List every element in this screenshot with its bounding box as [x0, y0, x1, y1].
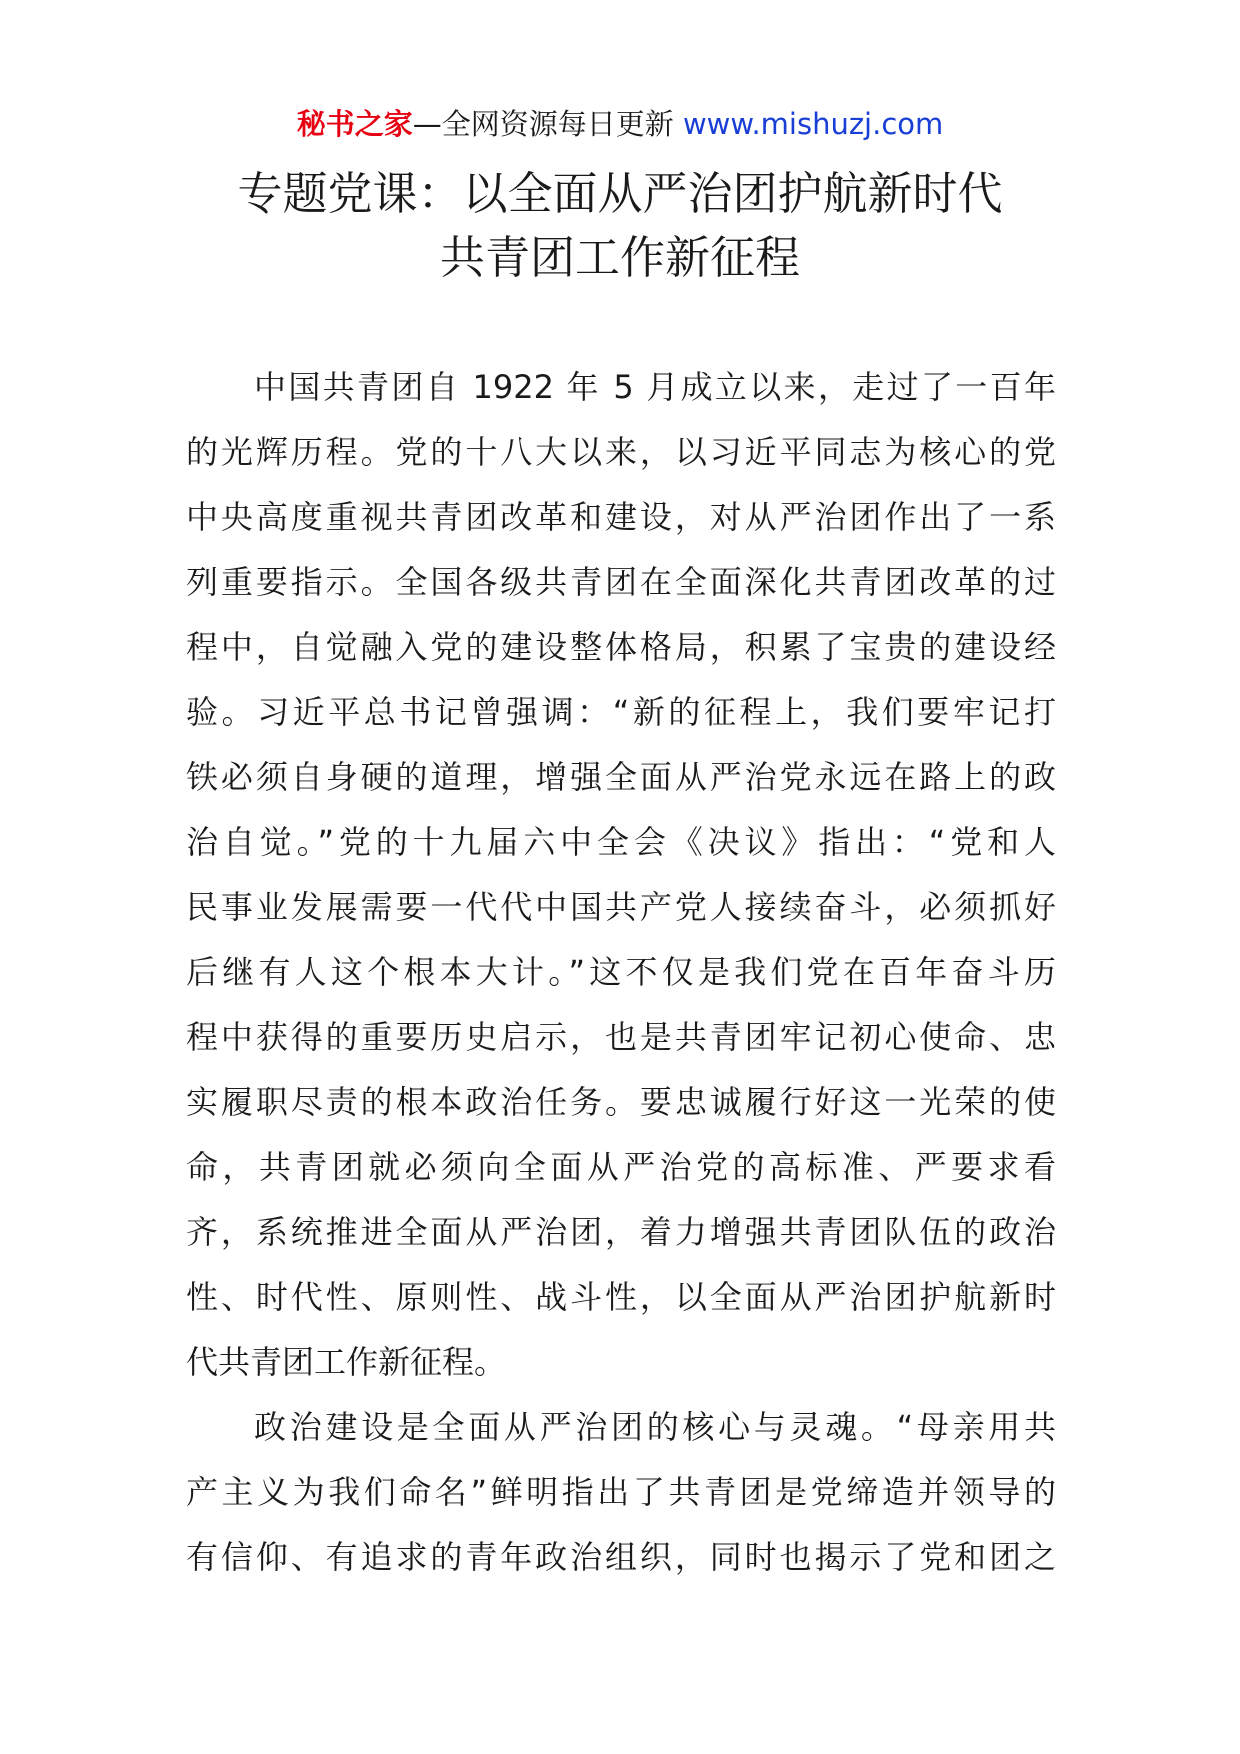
- text-line: 中央高度重视共青团改革和建设，对从严治团作出了一系: [186, 498, 1056, 536]
- text-line: 铁必须自身硬的道理，增强全面从严治党永远在路上的政: [186, 758, 1056, 796]
- document-title: [0, 162, 1240, 290]
- title-line-1: 专题党课：以全面从严治团护航新时代: [237, 167, 1003, 220]
- text-line: 政治建设是全面从严治团的核心与灵魂。“母亲用共: [254, 1408, 1056, 1446]
- text-line: 治自觉。”党的十九届六中全会《决议》指出：“党和人: [186, 823, 1056, 861]
- text-line: 齐，系统推进全面从严治团，着力增强共青团队伍的政治: [186, 1213, 1056, 1251]
- text-line: 民事业发展需要一代代中国共产党人接续奋斗，必须抓好: [186, 888, 1056, 926]
- site-url-link[interactable]: www.mishuzj.com: [682, 107, 944, 141]
- text-line: 程中获得的重要历史启示，也是共青团牢记初心使命、忠: [186, 1018, 1056, 1056]
- paragraph-2: [186, 1395, 1056, 1590]
- paragraph-1: [186, 355, 1056, 1395]
- site-header: [0, 104, 1240, 144]
- text-line: 代共青团工作新征程。: [186, 1343, 507, 1381]
- text-line: 的光辉历程。党的十八大以来，以习近平同志为核心的党: [186, 433, 1056, 471]
- text-line: 有信仰、有追求的青年政治组织，同时也揭示了党和团之: [186, 1538, 1056, 1576]
- text-line: 程中，自觉融入党的建设整体格局，积累了宝贵的建设经: [186, 628, 1056, 666]
- text-line: 后继有人这个根本大计。”这不仅是我们党在百年奋斗历: [186, 953, 1056, 991]
- text-line: 命，共青团就必须向全面从严治党的高标准、严要求看: [186, 1148, 1056, 1186]
- document-body: [186, 355, 1056, 1590]
- text-line: 中国共青团自 1922 年 5 月成立以来，走过了一百年: [254, 368, 1056, 406]
- site-brand: 秘书之家: [296, 107, 413, 141]
- title-line-2: 共青团工作新征程: [439, 231, 800, 284]
- site-tagline: —全网资源每日更新: [412, 107, 683, 141]
- text-line: 产主义为我们命名”鲜明指出了共青团是党缔造并领导的: [186, 1473, 1056, 1511]
- text-line: 实履职尽责的根本政治任务。要忠诚履行好这一光荣的使: [186, 1083, 1056, 1121]
- text-line: 性、时代性、原则性、战斗性，以全面从严治团护航新时: [186, 1278, 1056, 1316]
- text-line: 列重要指示。全国各级共青团在全面深化共青团改革的过: [186, 563, 1056, 601]
- text-line: 验。习近平总书记曾强调：“新的征程上，我们要牢记打: [186, 693, 1056, 731]
